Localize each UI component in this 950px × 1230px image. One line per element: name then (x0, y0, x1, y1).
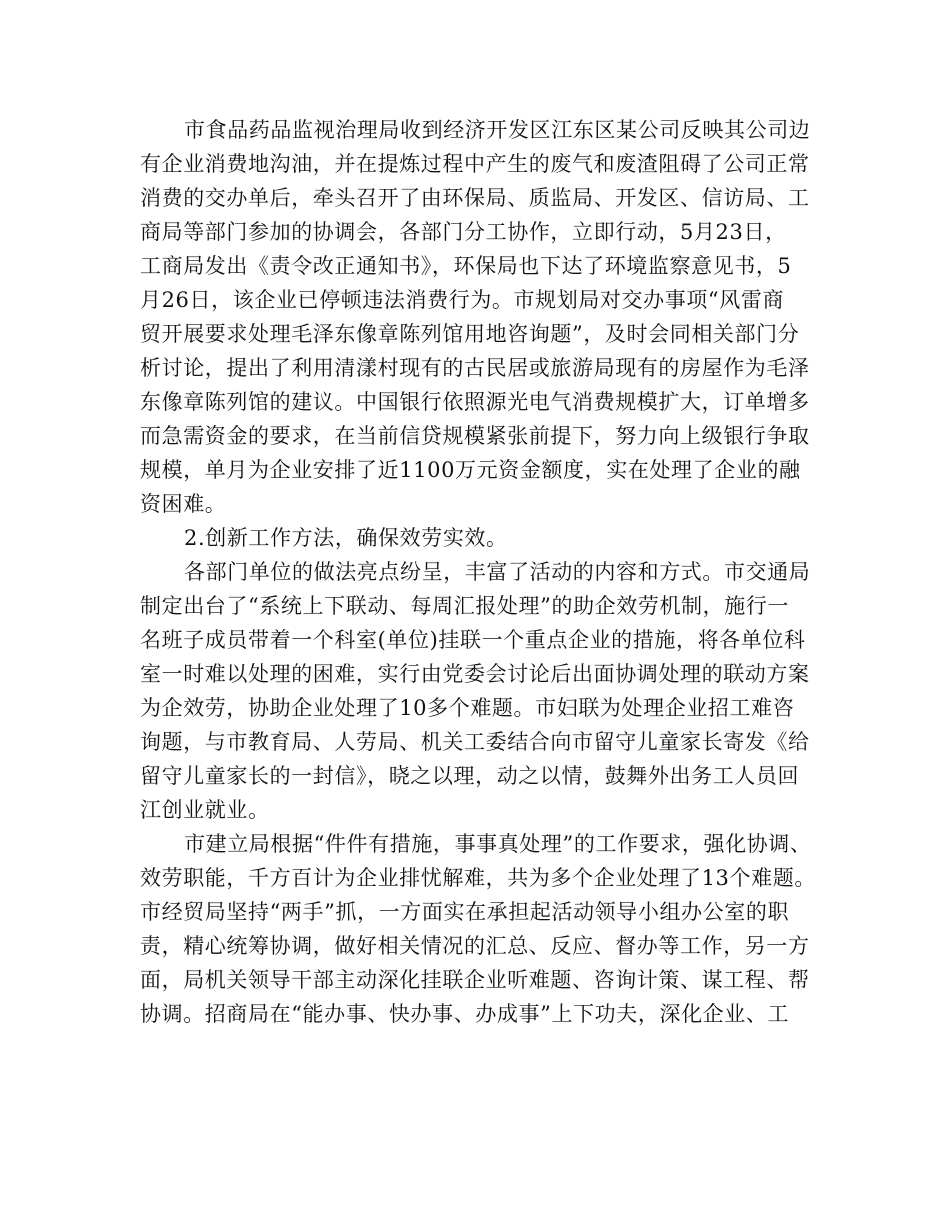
text-line: 消费的交办单后，牵头召开了由环保局、质监局、开发区、信访局、工 (140, 186, 810, 210)
text-line: 面，局机关领导干部主动深化挂联企业听难题、咨询计策、谋工程、帮 (140, 968, 810, 992)
text-line: 效劳职能，千方百计为企业排忧解难，共为多个企业处理了13个难题。 (140, 866, 816, 890)
text-line: 而急需资金的要求，在当前信贷规模紧张前提下，努力向上级银行争取 (140, 424, 810, 448)
text-line: 有企业消费地沟油，并在提炼过程中产生的废气和废渣阻碍了公司正常 (140, 152, 810, 176)
text-line: 贸开展要求处理毛泽东像章陈列馆用地咨询题”，及时会同相关部门分 (140, 322, 800, 346)
text-line: 东像章陈列馆的建议。中国银行依照源光电气消费规模扩大，订单增多 (140, 390, 810, 414)
text-line: 江创业就业。 (140, 798, 270, 822)
text-line: 制定出台了“系统上下联动、每周汇报处理”的助企效劳机制，施行一 (140, 594, 790, 618)
text-line: 为企效劳，协助企业处理了10多个难题。市妇联为处理企业招工难咨 (140, 696, 795, 720)
text-line: 协调。招商局在“能办事、快办事、办成事”上下功夫，深化企业、工 (140, 1002, 790, 1026)
text-line: 询题，与市教育局、人劳局、机关工委结合向市留守儿童家长寄发《给 (140, 730, 810, 754)
text-line: 名班子成员带着一个科室(单位)挂联一个重点企业的措施，将各单位科 (140, 628, 806, 652)
text-line: 市建立局根据“件件有措施，事事真处理”的工作要求，强化协调、 (184, 832, 812, 856)
text-line: 商局等部门参加的协调会，各部门分工协作，立即行动，5月23日， (140, 220, 787, 244)
text-line: 责，精心统筹协调，做好相关情况的汇总、反应、督办等工作，另一方 (140, 934, 810, 958)
text-line: 市食品药品监视治理局收到经济开发区江东区某公司反映其公司边 (184, 118, 811, 142)
text-line: 资困难。 (140, 492, 227, 516)
text-line: 留守儿童家长的一封信》，晓之以理，动之以情，鼓舞外出务工人员回 (140, 764, 800, 788)
section-heading: 2.创新工作方法，确保效劳实效。 (184, 526, 508, 550)
text-line: 室一时难以处理的困难，实行由党委会讨论后出面协调处理的联动方案 (140, 662, 810, 686)
text-line: 各部门单位的做法亮点纷呈，丰富了活动的内容和方式。市交通局 (184, 560, 811, 584)
text-line: 市经贸局坚持“两手”抓，一方面实在承担起活动领导小组办公室的职 (140, 900, 790, 924)
text-line: 规模，单月为企业安排了近1100万元资金额度，实在处理了企业的融 (140, 458, 801, 482)
text-line: 工商局发出《责令改正通知书》，环保局也下达了环境监察意见书，5 (140, 254, 792, 278)
text-line: 月26日，该企业已停顿违法消费行为。市规划局对交办事项“风雷商 (140, 288, 785, 312)
text-line: 析讨论，提出了利用清漾村现有的古民居或旅游局现有的房屋作为毛泽 (140, 356, 810, 380)
